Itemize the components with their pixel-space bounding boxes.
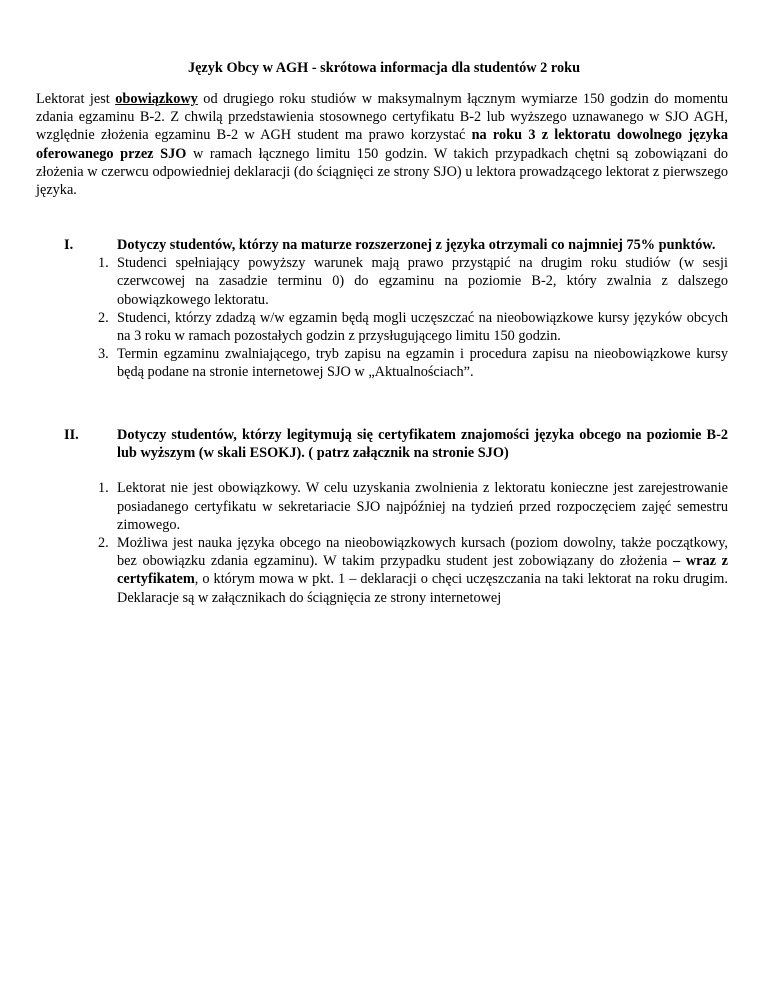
document-title: Język Obcy w AGH - skrótowa informacja dla studentów 2 roku [187, 60, 581, 76]
list-item-number: 1. [98, 255, 109, 272]
list-item-text [117, 535, 728, 606]
list-item-text: Studenci, którzy zdadzą w/w egzamin będą mogli uczęszczać na nieobowiązkowe kursy języków obcych na 3 roku w ramach pozostałych godzin z przysługującego limitu 150 godzin. [117, 309, 728, 345]
intro-emphasis-mandatory: obowiązkowy [115, 91, 198, 107]
list-item-text-part: Możliwa jest nauka języka obcego na nieobowiązkowych kursach (poziom dowolny, także początkowy, bez obowiązku zdania egzaminu). W takim przypadku student jest zobowiązany do złożenia [117, 535, 728, 570]
section-1 [36, 236, 728, 382]
section-2-list [36, 479, 728, 606]
intro-paragraph [36, 90, 728, 199]
list-item [36, 254, 728, 309]
list-item-emphasis: – wraz z certyfikatem [117, 553, 728, 588]
section-2 [36, 426, 728, 607]
list-item [36, 309, 728, 345]
intro-text-1: Lektorat jest [36, 91, 116, 107]
list-item-number: 1. [98, 480, 109, 497]
section-2-heading-text: Dotyczy studentów, którzy legitymują się certyfikatem znajomości języka obcego na poziomie B-2 lub wyższym (w skali ESOKJ). ( patrz załącznik na stronie SJO) [117, 427, 728, 462]
intro-text-3: w ramach łącznego limitu 150 godzin. W takich przypadkach chętni są zobowiązani do złożenia w czerwcu odpowiedniej deklaracji (do ściągnięci ze strony SJO) u lektora prowadzącego lektorat z pierwszego języka. [36, 145, 729, 199]
intro-emphasis-third-year: na roku 3 z lektoratu dowolnego języka oferowanego przez SJO [36, 127, 728, 162]
intro-text-2: od drugiego roku studiów w maksymalnym łącznym wymiarze 150 godzin do momentu zdania egzaminu B-2. Z chwilą przedstawienia stosownego certyfikatu B-2 lub wyższego uznawanego w SJO AGH, względnie złożenia egzaminu B-2 w AGH student ma prawo korzystać [36, 91, 728, 144]
list-item-number: 3. [98, 346, 109, 363]
list-item-text: Studenci spełniający powyższy warunek mają prawo przystąpić na drugim roku studiów (w sesji czerwcowej na zasadzie terminu 0) do egzaminu na poziomie B-2, który zwalnia z dalszego obowiązkowego lektoratu. [117, 255, 728, 308]
list-item-text: Termin egzaminu zwalniającego, tryb zapisu na egzamin i procedura zapisu na nieobowiązkowe kursy będą podane na stronie internetowej SJO w „Aktualnościach”. [117, 346, 728, 381]
section-2-heading [36, 426, 728, 462]
section-1-numeral: I. [64, 237, 74, 253]
section-1-heading-text: Dotyczy studentów, którzy na maturze rozszerzonej z języka otrzymali co najmniej 75% punktów. [117, 237, 716, 253]
list-item [36, 534, 728, 607]
list-item-number: 2. [98, 309, 109, 326]
list-item [36, 345, 728, 381]
section-1-heading [36, 236, 728, 254]
list-item-text: Lektorat nie jest obowiązkowy. W celu uzyskania zwolnienia z lektoratu konieczne jest zarejestrowanie posiadanego certyfikatu w sekretariacie SJO najpóźniej na tydzień przed rozpoczęciem zajęć semestru zimowego. [117, 480, 728, 533]
list-item-text-part: , o którym mowa w pkt. 1 – deklaracji o chęci uczęszczania na taki lektorat na roku drugim. Deklaracje są w załącznikach do ściągnięcia ze strony internetowej [117, 571, 728, 606]
section-1-list [36, 254, 728, 381]
list-item [36, 479, 728, 534]
list-item-number: 2. [98, 535, 109, 552]
section-2-numeral: II. [64, 427, 79, 443]
